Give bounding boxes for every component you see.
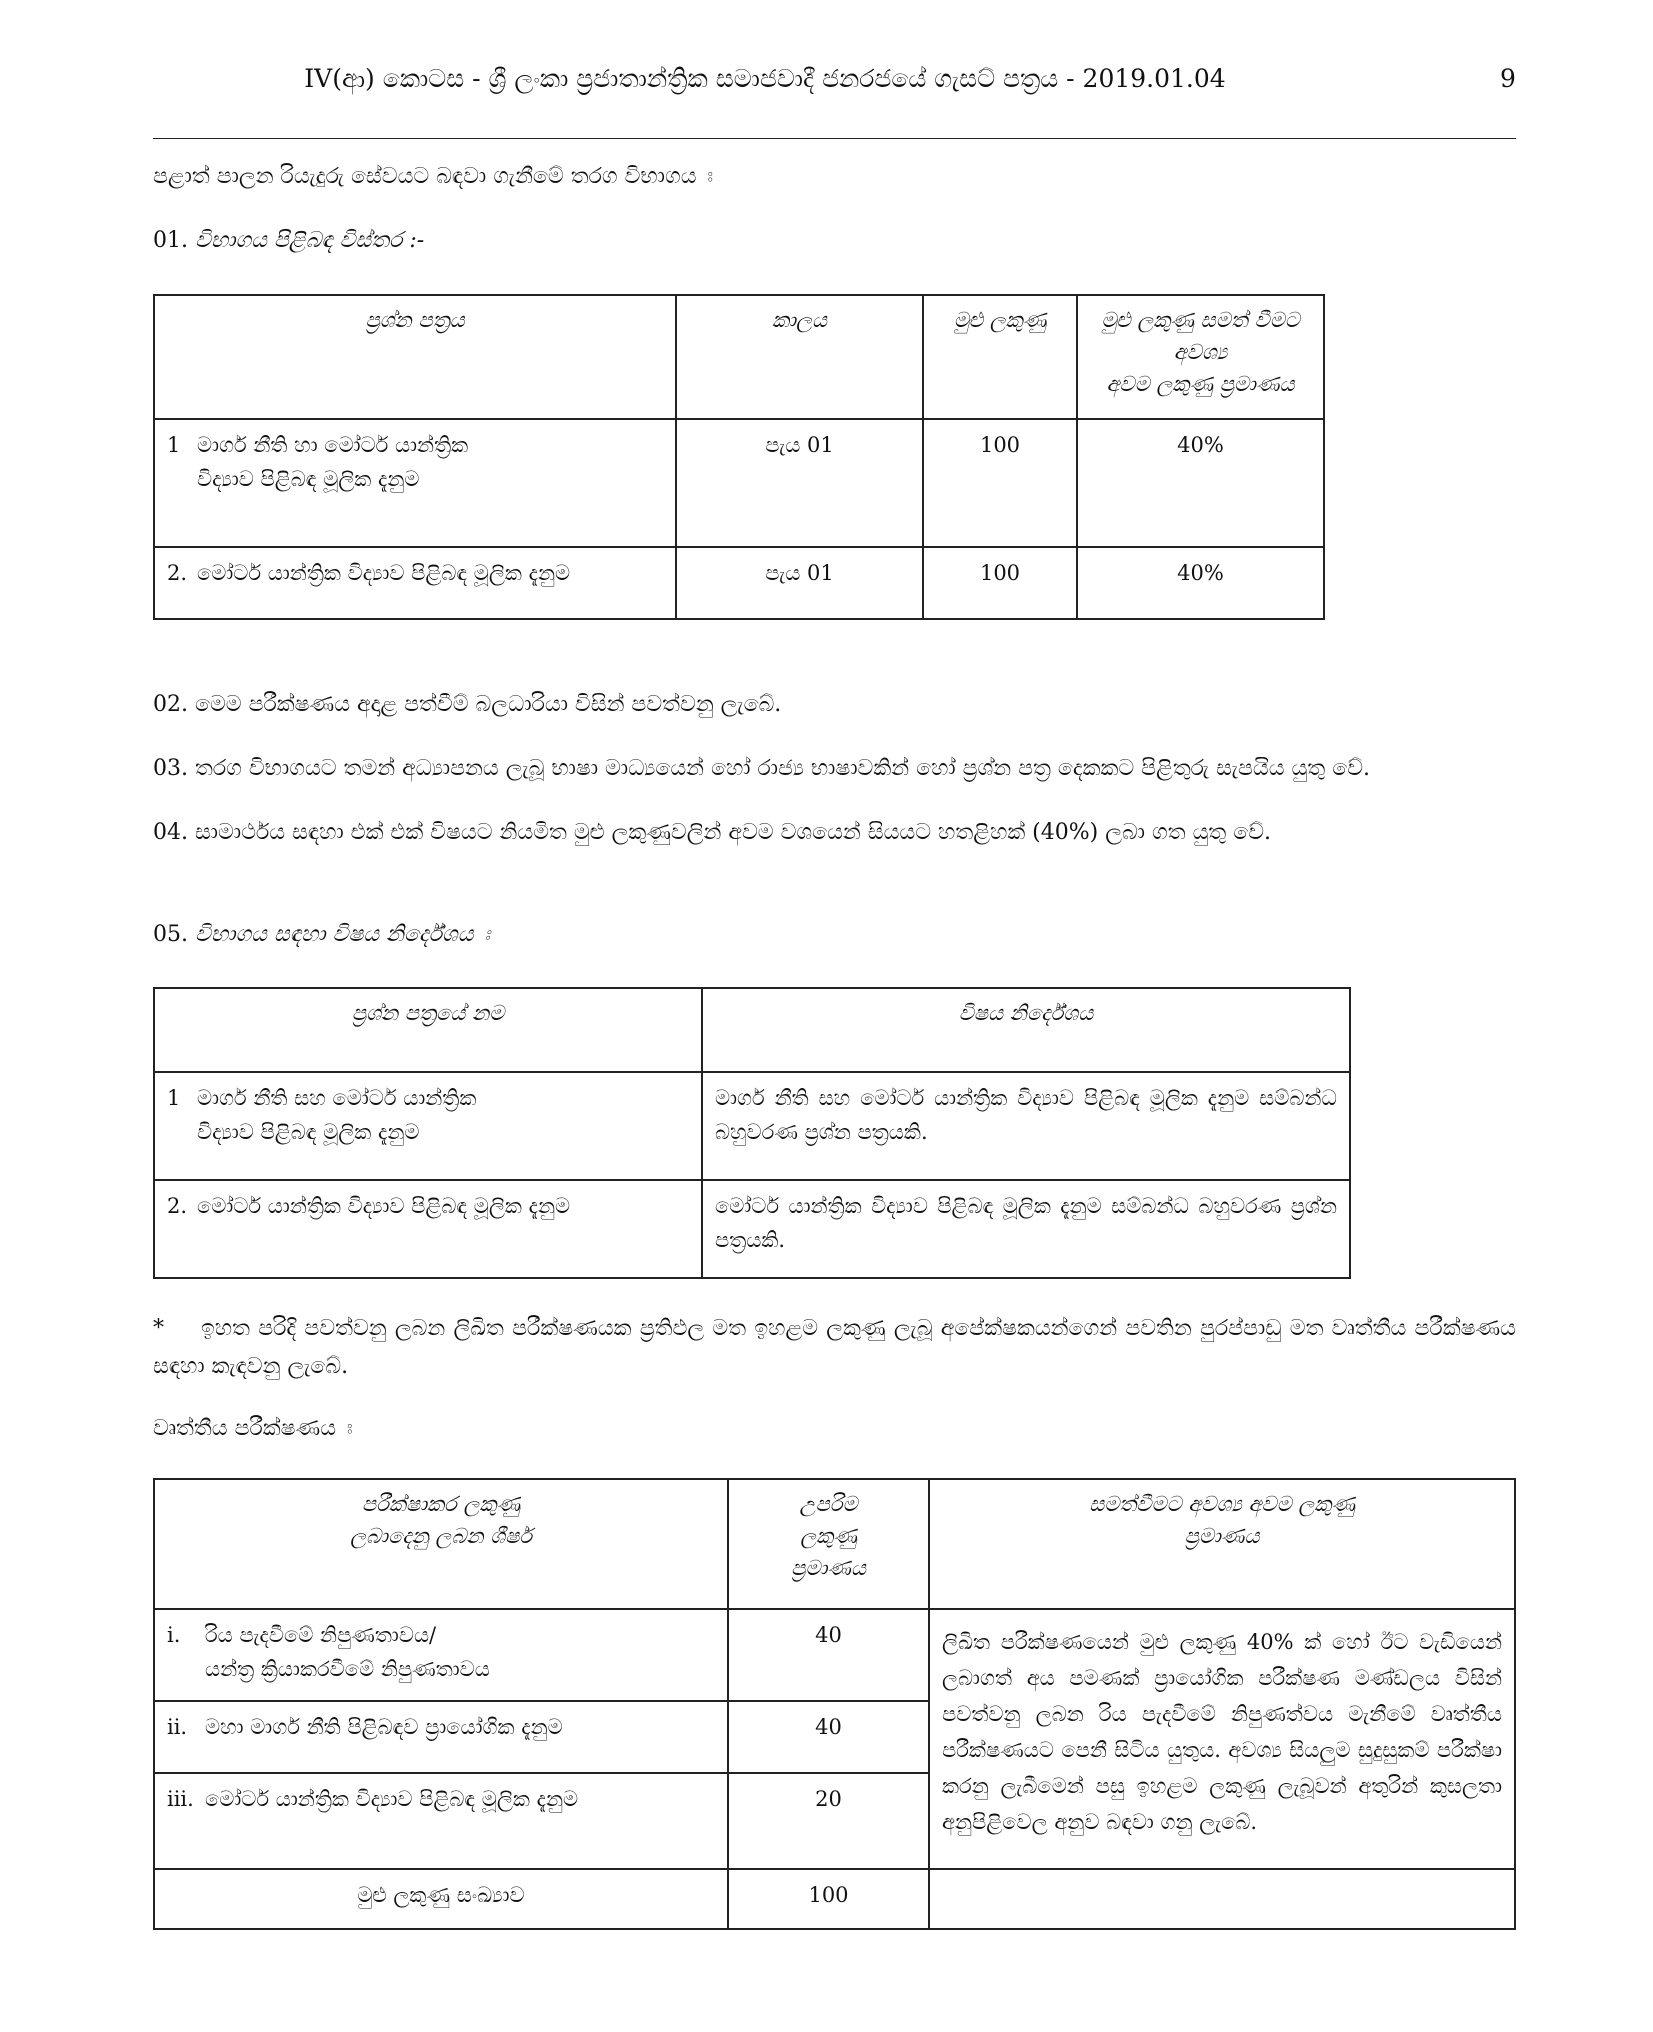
header-max-line2: ලකුණු — [800, 1524, 857, 1548]
criteria-cell — [154, 1609, 728, 1701]
section-05-title: විභාගය සඳහා විෂය නිර්දේශය ඃ — [195, 922, 491, 947]
paper-name-line1: මෝටර් යාන්ත්‍රික විද්‍යාව පිළිබඳ මූලික දැනුම — [197, 561, 571, 585]
criteria-line1: මෝටර් යාන්ත්‍රික විද්‍යාව පිළිබඳ මූලික දැනුම — [205, 1787, 579, 1811]
table-header-row — [154, 1479, 1515, 1609]
table-row — [154, 1609, 1515, 1701]
criteria-line2: යන්ත්‍ර ක්‍රියාකරවීමේ නිපුණතාවය — [205, 1657, 490, 1681]
row-number: 1 — [167, 1086, 181, 1110]
header-divider — [153, 138, 1516, 139]
exam-pass-cell: 40% — [1077, 419, 1324, 547]
min-marks-description-cell: ලිඛිත පරීක්ෂණයෙන් මුළු ලකුණු 40% ක් හෝ ඊට වැඩියෙන් ලබාගත් අය පමණක් ප්‍රායෝගික පරීක්ෂණ මණ්ඩලය විසින් පවත්වනු ලබන රිය පැදවීමේ නිපුණත්වය මැනීමේ වෘත්තීය පරීක්ෂණයට පෙනී සිටිය යුතුය. අවශ්‍ය සියලුම සුදුසුකම් පරීක්ෂා කරනු ලැබීමෙන් පසු ඉහළම ලකුණු ලැබූවන් අතුරින් කුසලතා අනුපිළිවෙල අනුව බඳවා ගනු ලැබේ. — [929, 1609, 1515, 1869]
page-number: 9 — [1500, 64, 1516, 93]
row-number: iii. — [167, 1787, 194, 1811]
header-criteria-line1: පරීක්ෂාකර ලකුණු — [361, 1492, 521, 1516]
criteria-cell — [154, 1773, 728, 1869]
header-pass-line1: මුළු ලකුණු සමත් වීමට — [1101, 308, 1300, 332]
row-number: 2. — [167, 561, 188, 585]
professional-heading: වෘත්තීය පරීක්ෂණය ඃ — [153, 1416, 353, 1441]
professional-test-table — [153, 1478, 1516, 1930]
gazette-header-title: IV(ආ) කොටස - ශ්‍රී ලංකා ප්‍රජාතාන්ත්‍රික සමාජවාදී ජනරජයේ ගැසට් පත්‍රය - 2019.01.04 — [304, 64, 1226, 93]
paper-name-line1: මෝටර් යාන්ත්‍රික විද්‍යාව පිළිබඳ මූලික දැනුම — [197, 1194, 571, 1218]
header-min-line2: ප්‍රමාණය — [1184, 1524, 1260, 1548]
syllabus-paper-cell — [154, 1072, 702, 1180]
syllabus-paper-cell — [154, 1180, 702, 1278]
paragraph-02: 02. මෙම පරීක්ෂණය අදාළ පත්වීම් බලධාරියා විසින් පවත්වනු ලැබේ. — [153, 692, 782, 717]
exam-table — [153, 294, 1325, 620]
header-max-line1: උපරිම — [799, 1492, 858, 1516]
section-01-number: 01. — [153, 228, 188, 253]
syllabus-desc-cell: මාර්ග නීති සහ මෝටර් යාන්ත්‍රික විද්‍යාව පිළිබඳ මූලික දැනුම සම්බන්ධ බහුවරණ ප්‍රශ්න පත්‍රයකි. — [702, 1072, 1350, 1180]
syllabus-desc-cell: මෝටර් යාන්ත්‍රික විද්‍යාව පිළිබඳ මූලික දැනුම සම්බන්ධ බහුවරණ ප්‍රශ්න පත්‍රයකි. — [702, 1180, 1350, 1278]
header-criteria-line2: ලබාදෙනු ලබන ශීර්ෂ — [350, 1524, 532, 1548]
table-header-row — [154, 988, 1350, 1072]
table-row — [154, 419, 1324, 547]
max-marks-cell: 40 — [728, 1609, 929, 1701]
exam-paper-cell — [154, 547, 676, 619]
header-pass-line3: අවම ලකුණු ප්‍රමාණය — [1106, 372, 1295, 396]
criteria-line1: මහා මාර්ග නීති පිළිබඳව ප්‍රායෝගික දැනුම — [205, 1715, 563, 1739]
max-marks-cell: 40 — [728, 1701, 929, 1773]
header-duration: කාලය — [676, 295, 923, 419]
exam-marks-cell: 100 — [923, 547, 1077, 619]
paper-name-line2: විද්‍යාව පිළිබඳ මූලික දැනුම — [197, 467, 420, 491]
max-marks-cell: 20 — [728, 1773, 929, 1869]
row-number: ii. — [167, 1715, 188, 1739]
intro-heading: පළාත් පාලන රියැදුරු සේවයට බඳවා ගැනීමේ තරග විභාගය ඃ — [153, 164, 714, 189]
total-value-cell: 100 — [728, 1869, 929, 1929]
total-label-cell: මුළු ලකුණු සංඛ්‍යාව — [154, 1869, 728, 1929]
table-row — [154, 1180, 1350, 1278]
exam-duration-cell: පැය 01 — [676, 419, 923, 547]
header-max-marks — [728, 1479, 929, 1609]
header-total-marks: මුළු ලකුණු — [923, 295, 1077, 419]
header-question-paper: ප්‍රශ්න පත්‍රය — [154, 295, 676, 419]
paragraph-03: 03. තරග විභාගයට තමන් අධ්‍යාපනය ලැබූ භාෂා මාධ්‍යයෙන් හෝ රාජ්‍ය භාෂාවකින් හෝ ප්‍රශ්න පත්‍ර දෙකකට පිළිතුරු සැපයිය යුතු වේ. — [153, 756, 1371, 781]
header-min-line1: සමත්වීමට අවශ්‍ය අවම ලකුණු — [1089, 1492, 1355, 1516]
paper-name-line2: විද්‍යාව පිළිබඳ මූලික දැනුම — [197, 1120, 420, 1144]
header-min-marks — [929, 1479, 1515, 1609]
header-max-line3: ප්‍රමාණය — [791, 1556, 866, 1580]
row-number: 1 — [167, 433, 181, 457]
exam-paper-cell — [154, 419, 676, 547]
exam-marks-cell: 100 — [923, 419, 1077, 547]
criteria-line1: රිය පැදවීමේ නිපුණතාවය/ — [205, 1623, 437, 1647]
row-number: i. — [167, 1623, 181, 1647]
note-paragraph — [153, 1310, 1516, 1386]
paper-name-line1: මාර්ග නීති හා මෝටර් යාන්ත්‍රික — [197, 433, 469, 457]
table-row — [154, 1072, 1350, 1180]
exam-duration-cell: පැය 01 — [676, 547, 923, 619]
row-number: 2. — [167, 1194, 188, 1218]
header-syllabus: විෂය නිර්දේශය — [702, 988, 1350, 1072]
header-paper-name: ප්‍රශ්න පත්‍රයේ නම — [154, 988, 702, 1072]
criteria-cell — [154, 1701, 728, 1773]
note-marker: * — [153, 1316, 164, 1341]
section-01-title: විභාගය පිළිබඳ විස්තර :- — [195, 228, 425, 253]
table-row — [154, 547, 1324, 619]
paragraph-04: 04. සාමාර්ථය සඳහා එක් එක් විෂයට නියමිත මුළු ලකුණුවලින් අවම වශයෙන් සියයට හතළිහක් (40%) ලබා ගත යුතු වේ. — [153, 820, 1272, 845]
header-pass-marks — [1077, 295, 1324, 419]
header-pass-line2: අවශ්‍ය — [1173, 340, 1228, 364]
table-total-row — [154, 1869, 1515, 1929]
header-criteria — [154, 1479, 728, 1609]
exam-pass-cell: 40% — [1077, 547, 1324, 619]
section-05-number: 05. — [153, 922, 188, 947]
paper-name-line1: මාර්ග නීති සහ මෝටර් යාන්ත්‍රික — [197, 1086, 477, 1110]
empty-cell — [929, 1869, 1515, 1929]
note-text: ඉහත පරිදි පවත්වනු ලබන ලිඛිත පරීක්ෂණයක ප්‍රතිඵල මත ඉහළම ලකුණු ලැබූ අපේක්ෂකයන්ගෙන් පවතින පුරප්පාඩු මත වෘත්තීය පරීක්ෂණය සඳහා කැඳවනු ලැබේ. — [153, 1316, 1516, 1379]
section-01-heading — [153, 224, 424, 258]
table-header-row — [154, 295, 1324, 419]
section-05-heading — [153, 918, 490, 952]
syllabus-table — [153, 987, 1351, 1279]
